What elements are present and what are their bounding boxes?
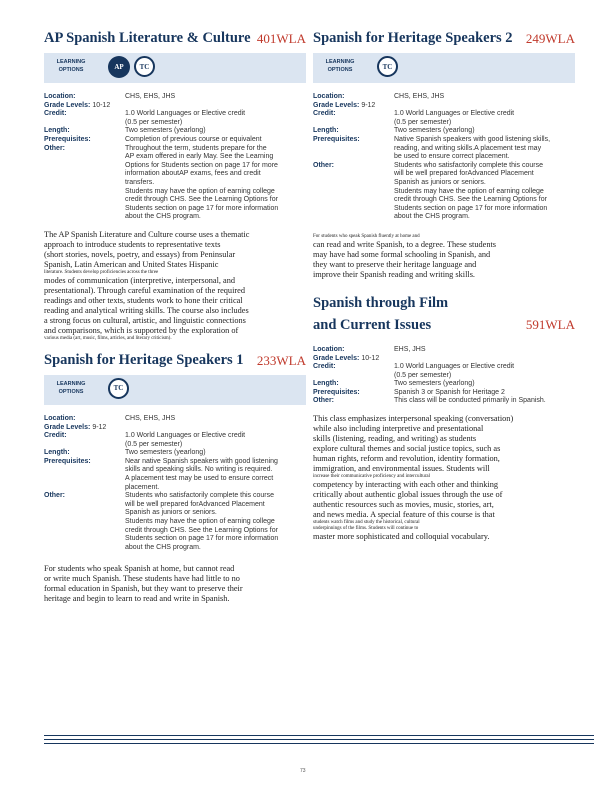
tc-badge-icon: TC bbox=[377, 56, 398, 77]
footer-divider bbox=[44, 743, 594, 744]
tc-badge-icon: TC bbox=[108, 378, 129, 399]
course-spanish-heritage-2 bbox=[313, 30, 575, 280]
right-column bbox=[313, 30, 575, 542]
learning-options-label: LEARNING OPTIONS bbox=[56, 380, 86, 395]
course-code: 233WLA bbox=[256, 352, 306, 368]
course-title: AP Spanish Literature & Culture 401WLA bbox=[44, 30, 306, 46]
ap-badge-icon: AP bbox=[108, 56, 130, 78]
course-code: 249WLA bbox=[525, 31, 575, 46]
course-code: 591WLA bbox=[525, 316, 575, 332]
page-number: 73 bbox=[300, 768, 306, 774]
course-description: The AP Spanish Literature and Culture course uses a thematic approach to introduce students to representative texts (short stories, novels, poetry, and essays) from Peninsular Spanish, Latin American and United States Hispanic literature. Students develop proficiencies across the three modes of communication (interpretive, interpersonal, and presentational). Through careful examination of the required readings and other texts, students work to hone their critical reading and analytical writing skills. The course also includes a strong focus on cultural, artistic, and linguistic connections and comparisons, which is supported by the exploration of various media (art, music, films, articles, and literary criticism). bbox=[44, 229, 250, 341]
learning-options-bar bbox=[44, 53, 306, 83]
course-title: Spanish for Heritage Speakers 1 233WLA bbox=[44, 351, 306, 368]
learning-options-label: LEARNING OPTIONS bbox=[56, 59, 86, 73]
course-title: Spanish for Heritage Speakers 2 249WLA bbox=[313, 30, 575, 46]
course-info: Location: CHS, EHS, JHS Grade Levels: 9-12 Credit: 1.0 World Languages or Elective credit (0.5 per semester) Length: Two semesters (yearlong) Prerequisites: Near native Spanish speakers with good listening skills and speaking skills. No writing is required. A placement test may be used to ensure correct placement. Other: Students who satisfactorily complete this course will be well prepared forAdvanced Placement Spanish as juniors or seniors. Students may have the option of earning college credit through CHS. See the Learning Options for Students section on page 17 for more information about the CHS program. bbox=[44, 414, 279, 551]
course-code: 401WLA bbox=[256, 31, 306, 46]
course-info: Location: EHS, JHS Grade Levels: 10-12 Credit: 1.0 World Languages or Elective credit (0.5 per semester) Length: Two semesters (yearlong) Prerequisites: Spanish 3 or Spanish for Heritage 2 Other: This class will be conducted primarily in Spanish. bbox=[313, 345, 546, 405]
footer-divider bbox=[44, 739, 594, 740]
course-description: This class emphasizes interpersonal speaking (conversation) while also including interpretive and presentational skills (listening, reading, and writing) as students explore cultural themes and social justice topics, such as human rights, reform and revolution, identity formation, immigration, and environmental issues. Students will increase their communicative proficiency and intercultural competency by interacting with each other and thinking critically about authentic global issues through the use of authentic resources such as movies, music, stories, art, and news media. A special feature of this course is that students watch films and study the historical, cultural underpinnings of the films. Students will continue to master more sophisticated and colloquial vocabulary. bbox=[313, 414, 514, 542]
learning-options-bar bbox=[313, 53, 575, 83]
left-column bbox=[44, 30, 306, 604]
course-description: For students who speak Spanish at home, but cannot read or write much Spanish. These students have had little to no formal education in Spanish, but they want to preserve their heritage and begin to learn to read and write in Spanish. bbox=[44, 564, 243, 604]
course-description: For students who speak Spanish fluently at home and can read and write Spanish, to a degree. These students may have had some formal schooling in Spanish, and they want to preserve their heritage language and improve their Spanish reading and writing skills. bbox=[313, 233, 497, 279]
course-title: Spanish through Film and Current Issues 591WLA bbox=[313, 292, 575, 336]
footer-divider bbox=[44, 735, 594, 736]
learning-options-bar bbox=[44, 375, 306, 405]
tc-badge-icon: TC bbox=[134, 56, 155, 77]
course-spanish-heritage-1 bbox=[44, 352, 306, 605]
course-info: Location: CHS, EHS, JHS Grade Levels: 10-12 Credit: 1.0 World Languages or Elective credit (0.5 per semester) Length: Two semesters (yearlong) Prerequisites: Completion of previous course or equivalent Other: Throughout the term, students prepare for the AP exam offered in early May. See the Learning Options for Students section on page 17 for more information aboutAP exams, fees and credit transfers. Students may have the option of earning college credit through CHS. See the Learning Options for Students section on page 17 for more information about the CHS program. bbox=[44, 93, 279, 221]
course-ap-spanish-literature bbox=[44, 30, 306, 342]
learning-options-label: LEARNING OPTIONS bbox=[325, 59, 355, 73]
course-spanish-film-current-issues bbox=[313, 292, 575, 542]
course-info: Location: CHS, EHS, JHS Grade Levels: 9-12 Credit: 1.0 World Languages or Elective credit (0.5 per semester) Length: Two semesters (yearlong) Prerequisites: Native Spanish speakers with good listening skills, reading, and writing skills.A placement test may be used to ensure correct placement. Other: Students who satisfactorily complete this course will be well prepared forAdvanced Placement Spanish as juniors or seniors. Students may have the option of earning college credit through CHS. See the Learning Options for Students section on page 17 for more information about the CHS program. bbox=[313, 93, 551, 221]
